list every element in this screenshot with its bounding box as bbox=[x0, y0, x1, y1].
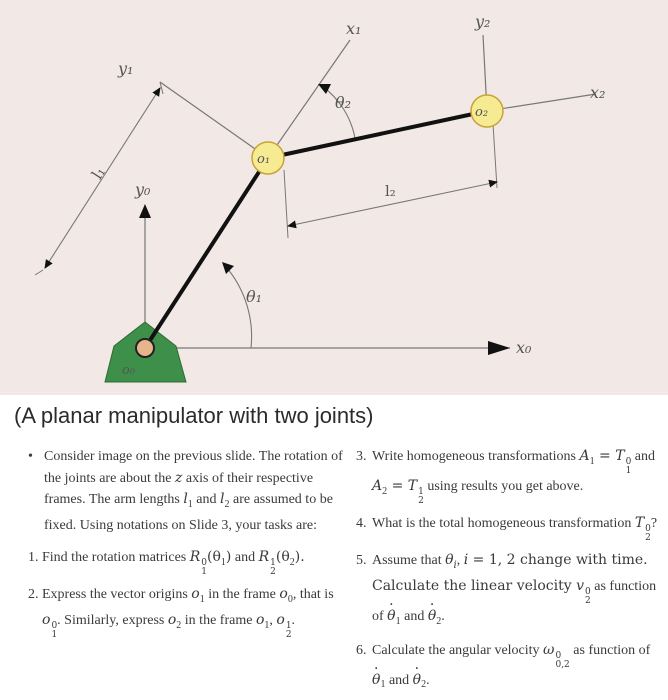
label-l1: l₁ bbox=[88, 163, 110, 183]
math-i: i bbox=[463, 552, 469, 568]
math-sub: 1 bbox=[199, 593, 205, 605]
math-theta: θ bbox=[445, 552, 454, 568]
math-arg: (θ bbox=[275, 548, 290, 565]
task-3 bbox=[356, 446, 662, 506]
label-y0: y₀ bbox=[135, 180, 151, 199]
task-1 bbox=[28, 547, 343, 577]
math-A: A bbox=[372, 478, 383, 494]
label-x1: x₁ bbox=[346, 19, 362, 38]
sub: 1 bbox=[625, 466, 632, 476]
text: and bbox=[192, 492, 221, 507]
text: . Similarly, express bbox=[57, 613, 168, 629]
theta2-arrowhead bbox=[318, 84, 331, 94]
text: , that is bbox=[292, 586, 334, 602]
sup: 1 bbox=[418, 487, 424, 497]
y0-arrowhead bbox=[139, 204, 151, 218]
figure-caption: (A planar manipulator with two joints) bbox=[14, 403, 374, 428]
task-number: 6. bbox=[356, 642, 367, 658]
math-l1: l bbox=[183, 491, 188, 507]
math-sub: 1 bbox=[589, 455, 595, 467]
sub: 0,2 bbox=[555, 659, 570, 670]
text: Express the vector origins bbox=[42, 586, 192, 602]
task-number: 3. bbox=[356, 449, 367, 464]
label-o1: o₁ bbox=[257, 152, 271, 167]
text: . bbox=[426, 672, 430, 688]
text: as function of bbox=[372, 579, 657, 625]
math-sub: 1 bbox=[380, 679, 386, 691]
math-o: o bbox=[276, 612, 285, 629]
math-l2-sub: 2 bbox=[224, 498, 230, 510]
l2-extension-left bbox=[284, 170, 288, 238]
math-o: o bbox=[167, 612, 177, 629]
text: What is the total homogeneous transformation bbox=[372, 516, 635, 531]
text: = 1, 2 change with time. Calculate the linear velocity bbox=[372, 552, 648, 595]
math-theta-dot: · θ bbox=[413, 670, 421, 692]
text: , bbox=[269, 613, 277, 629]
math-eq: = bbox=[594, 448, 616, 464]
text: using results you get above. bbox=[423, 479, 584, 494]
sup: 1 bbox=[285, 621, 292, 632]
math-sub: i bbox=[453, 559, 457, 571]
math-o: o bbox=[279, 585, 288, 602]
math-sub: 2 bbox=[289, 556, 295, 568]
x0-arrowhead bbox=[488, 341, 510, 355]
math-close: ) bbox=[225, 548, 232, 565]
text: Write homogeneous transformations bbox=[372, 449, 580, 464]
math-o: o bbox=[191, 585, 200, 602]
text: Find the rotation matrices bbox=[42, 549, 190, 565]
theta1-arc bbox=[227, 268, 252, 348]
label-y1: y₁ bbox=[118, 59, 134, 78]
math-sub: 2 bbox=[382, 485, 388, 497]
math-sub: 2 bbox=[421, 679, 427, 691]
task-5 bbox=[356, 550, 662, 633]
text: ? bbox=[650, 516, 658, 531]
math-o: o bbox=[42, 612, 51, 629]
text: and bbox=[385, 672, 413, 688]
sup: 0 bbox=[625, 457, 632, 467]
label-x0: x₀ bbox=[516, 338, 532, 357]
math-sub: 1 bbox=[395, 616, 401, 628]
y1-axis bbox=[160, 82, 268, 158]
task-2 bbox=[28, 584, 343, 640]
math-R: R bbox=[258, 548, 270, 565]
task-6 bbox=[356, 640, 662, 696]
math-sub: 0 bbox=[287, 593, 293, 605]
sup: 0 bbox=[201, 557, 208, 568]
math-sub: 1 bbox=[264, 619, 270, 631]
label-theta1: θ₁ bbox=[246, 287, 263, 306]
text: and bbox=[631, 449, 656, 464]
math-A: A bbox=[579, 448, 590, 464]
math-sub: 1 bbox=[220, 556, 226, 568]
sup: 1 bbox=[270, 557, 276, 568]
math-arg: (θ bbox=[207, 548, 221, 565]
sub: 2 bbox=[270, 566, 276, 577]
label-theta2: θ₂ bbox=[335, 93, 352, 112]
text: . bbox=[291, 613, 296, 629]
task-number: 4. bbox=[356, 516, 367, 531]
math-omega: ω bbox=[543, 641, 555, 658]
math-T: T bbox=[615, 448, 625, 464]
math-sub: 2 bbox=[176, 619, 182, 631]
text: as function of bbox=[569, 642, 651, 658]
intro-bullet bbox=[28, 446, 343, 537]
math-sub: 2 bbox=[436, 616, 442, 628]
math-R: R bbox=[189, 548, 201, 565]
math-theta-dot: · θ bbox=[372, 670, 380, 692]
sub: 2 bbox=[585, 596, 591, 607]
math-T: T bbox=[634, 515, 645, 531]
text: and bbox=[400, 609, 428, 625]
text: . bbox=[441, 609, 445, 625]
label-x2: x₂ bbox=[590, 83, 606, 102]
math-z: z bbox=[175, 469, 183, 486]
label-l2: l₂ bbox=[385, 182, 396, 200]
math-eq: = bbox=[387, 478, 408, 494]
math-scripts bbox=[555, 652, 569, 670]
link-2 bbox=[268, 111, 487, 158]
label-o0: o₀ bbox=[122, 363, 136, 378]
text: Consider image on the previous slide. The rotation of the joints are about the bbox=[44, 449, 343, 486]
text: axis of their respective frames. The arm lengths bbox=[44, 470, 314, 507]
task-number: 1. bbox=[28, 549, 39, 565]
sup: 0 bbox=[645, 524, 651, 534]
text: , bbox=[456, 553, 464, 568]
task-number: 5. bbox=[356, 553, 367, 568]
sub: 2 bbox=[645, 533, 651, 543]
link-1 bbox=[145, 158, 268, 348]
task-list-left bbox=[28, 446, 343, 647]
task-list-right bbox=[356, 446, 662, 700]
label-o2: o₂ bbox=[475, 105, 489, 120]
sub: 1 bbox=[51, 630, 58, 641]
sub: 2 bbox=[285, 630, 292, 641]
l1-extension-bottom bbox=[35, 270, 43, 275]
math-l1-sub: 1 bbox=[187, 498, 193, 510]
joint-o0 bbox=[136, 339, 154, 357]
label-y2: y₂ bbox=[475, 12, 491, 31]
math-close: ). bbox=[294, 548, 305, 565]
sup: 0 bbox=[51, 621, 58, 632]
task-4 bbox=[356, 513, 662, 543]
text: in the frame bbox=[204, 586, 280, 602]
text: and bbox=[231, 549, 259, 565]
l2-extension-right bbox=[493, 124, 497, 188]
text: are assumed to be fixed. Using notations on Slide 3, your tasks are: bbox=[44, 492, 333, 534]
math-theta-dot: · θ bbox=[387, 606, 395, 628]
bullet-mark: • bbox=[28, 449, 33, 464]
sub: 1 bbox=[201, 566, 208, 577]
task-number: 2. bbox=[28, 586, 39, 602]
math-l2: l bbox=[220, 491, 225, 507]
text: Assume that bbox=[372, 553, 446, 568]
math-theta-dot: · θ bbox=[428, 606, 436, 628]
sub: 2 bbox=[418, 496, 424, 506]
math-o: o bbox=[255, 612, 265, 629]
sup: 0 bbox=[555, 650, 562, 661]
math-T: T bbox=[407, 478, 418, 494]
math-v: v bbox=[576, 578, 585, 595]
theta1-arrowhead bbox=[222, 262, 234, 274]
text: Calculate the angular velocity bbox=[372, 642, 544, 658]
sup: 0 bbox=[585, 587, 591, 598]
text: in the frame bbox=[181, 613, 256, 629]
